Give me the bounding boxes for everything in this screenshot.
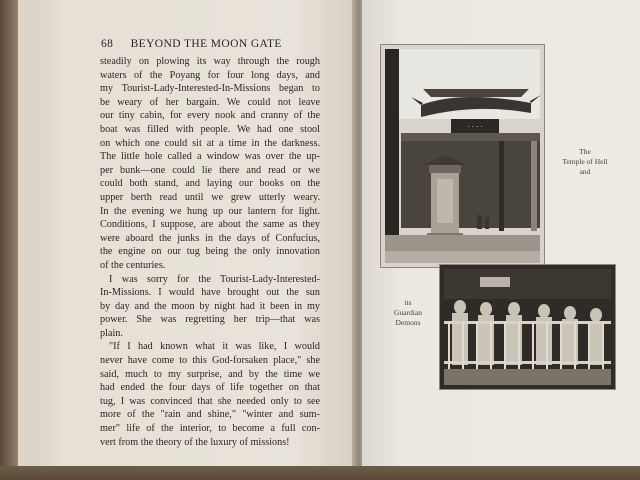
text-line: be weary of her bargain. We could not leave (100, 96, 320, 108)
svg-text:· · · ·: · · · · (467, 123, 483, 131)
caption-guardian-demons (386, 298, 430, 328)
text-line: on which one could sit at a time in the darkness. (100, 137, 320, 149)
text-line: In-Missions. I would have brought out the sun (100, 287, 320, 299)
text-line: Conditions, I suppose, are about the same as they (100, 219, 320, 231)
text-line: could both stand, and laying our books on the (100, 178, 320, 190)
caption-line: The (579, 147, 591, 156)
text-line: upper berth read until we grew utterly weary. (100, 191, 320, 203)
caption-line: its (404, 298, 412, 307)
text-line: steadily on plowing its way through the rough (100, 56, 320, 67)
temple-of-hell-photo (380, 44, 545, 268)
caption-line: Temple of Hell (562, 157, 608, 166)
text-line: plain. (100, 327, 123, 339)
body-text (100, 55, 320, 449)
text-line: never have come to this God-forsaken place," she (100, 355, 320, 367)
text-line: The little hole called a window was over the up- (100, 151, 320, 163)
text-line: "If I had known what it was like, I would (109, 341, 320, 353)
text-line: boat was filled with people. We had one stool (100, 123, 320, 135)
text-line: of the centuries. (100, 259, 166, 271)
table-surface (0, 466, 640, 480)
caption-line: and (579, 167, 591, 176)
text-line: power. She was regretting her trip—that was (100, 314, 320, 326)
text-line: said, much to my surprise, and by the time we (100, 368, 320, 380)
text-line: tug, I was convinced that she needed only to see (100, 395, 320, 407)
running-head-title: BEYOND THE MOON GATE (130, 38, 282, 50)
running-head (101, 38, 341, 52)
text-line: had ended the four days of life together on that (100, 382, 320, 394)
text-line: vert from the theory of the luxury of missions! (100, 436, 290, 448)
text-line: my Tourist-Lady-Interested-In-Missions began to (100, 83, 320, 95)
text-line: In the evening we hung up our lantern for light. (100, 205, 320, 217)
page-number: 68 (101, 38, 114, 50)
text-line: I was sorry for the Tourist-Lady-Interested- (109, 273, 320, 285)
text-line: per bunk—one could lie there and read or we (100, 164, 320, 176)
text-line: by day and the moon by night had it been in my (100, 300, 320, 312)
caption-line: Guardian (394, 308, 422, 317)
text-line: waters of the Poyang for four long days, and (100, 69, 320, 81)
text-line: our tiny cabin, for every nook and cranny of the (100, 110, 320, 122)
text-line: were aboard the junks in the days of Confucius, (100, 232, 320, 244)
caption-temple-of-hell (553, 147, 617, 177)
text-line: mer" life of the interior, to become a full con- (100, 423, 320, 435)
text-line: more of the "rain and shine," "winter and sum- (100, 409, 320, 421)
caption-line: Demons (395, 318, 421, 327)
text-line: the engine on our tug being the only innovation (100, 246, 320, 258)
guardian-demons-photo (439, 264, 616, 390)
